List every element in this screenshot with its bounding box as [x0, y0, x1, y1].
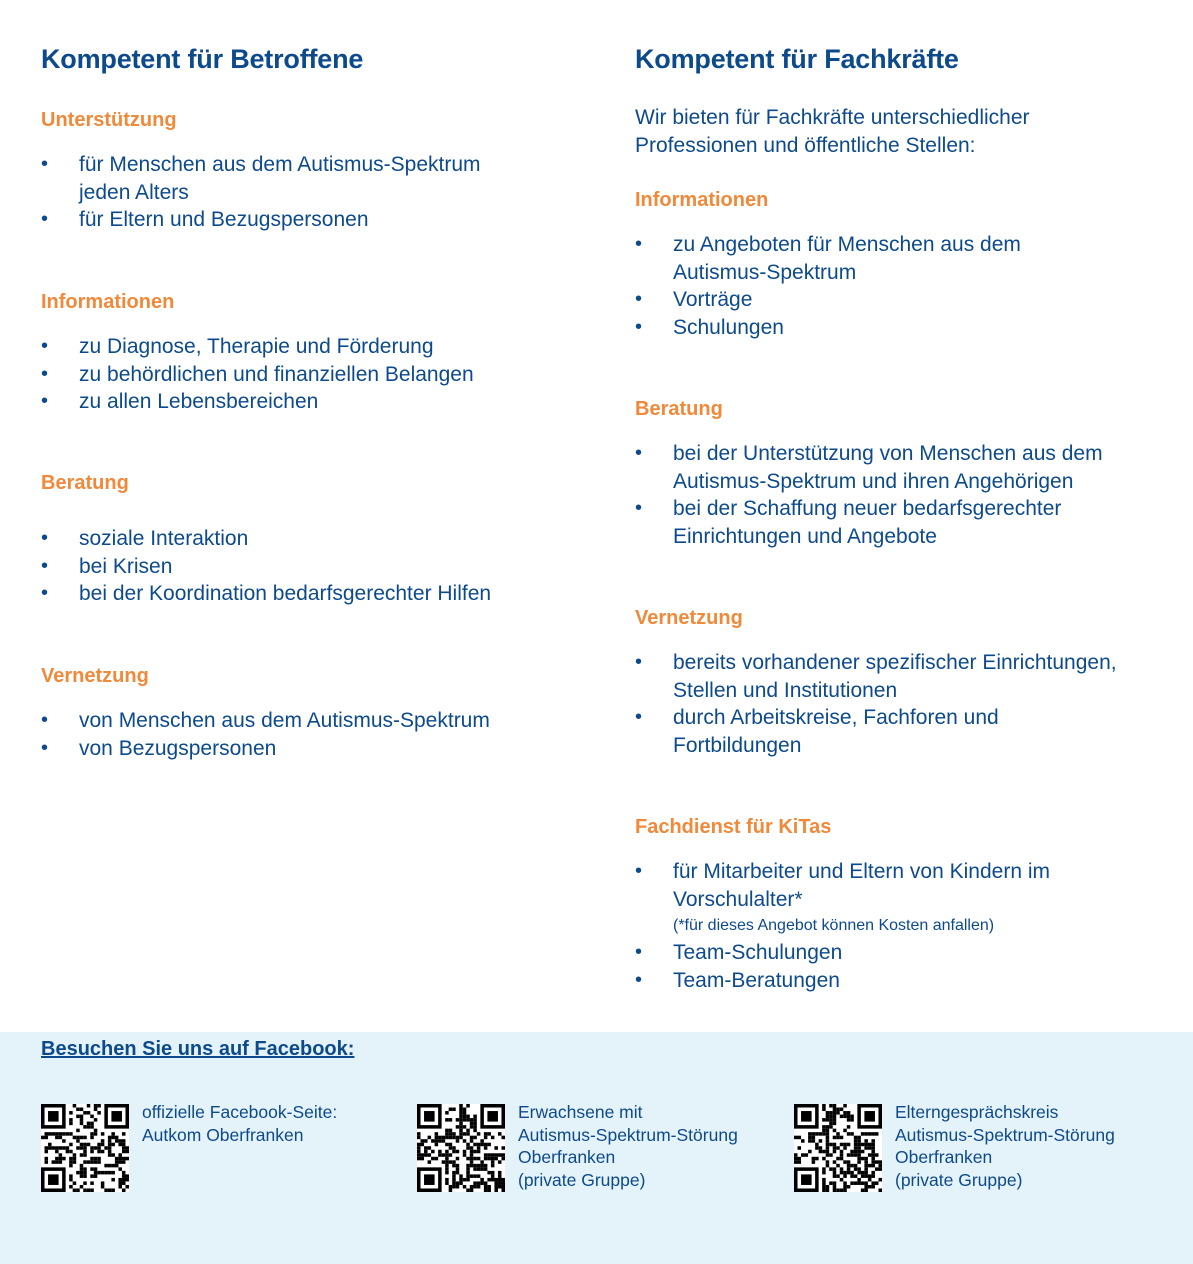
bullet-icon: • — [635, 233, 643, 255]
qr-code-icon[interactable] — [417, 1104, 505, 1192]
list-item: • Schulungen — [635, 314, 1175, 342]
cost-note: (*für dieses Angebot können Kosten anfallen) — [673, 917, 995, 934]
section-unterstuetzung — [41, 108, 581, 234]
list-item: • bei Krisen — [41, 553, 581, 581]
bullet-icon: • — [635, 968, 643, 991]
bullet-icon: • — [635, 706, 643, 728]
facebook-footer — [0, 1032, 1193, 1264]
list-item: • von Bezugspersonen — [41, 735, 581, 763]
bullet-icon: • — [635, 288, 643, 310]
list-item: • Vorträge — [635, 286, 1175, 314]
list-item: • bei der Unterstützung von Menschen aus dem Autismus-Spektrum und ihren Angehörigen — [635, 442, 1103, 493]
bullet-icon: • — [41, 153, 49, 175]
list-item: • zu allen Lebensbereichen — [41, 388, 581, 416]
facebook-item-adults — [417, 1104, 777, 1194]
list-item: • für Mitarbeiter und Eltern von Kindern im Vorschulalter* (*für dieses Angebot können Kosten anfallen) — [635, 858, 1175, 939]
list-item: • soziale Interaktion — [41, 525, 581, 553]
bullet-icon: • — [41, 582, 49, 604]
intro-text: Wir bieten für Fachkräfte unterschiedlicher Professionen und öffentliche Stellen: — [635, 106, 1030, 157]
column-title: Kompetent für Betroffene — [41, 44, 364, 74]
list-item: • zu behördlichen und finanziellen Belangen — [41, 361, 581, 389]
section-heading: Informationen — [41, 291, 175, 313]
list-item: • Team-Schulungen — [635, 939, 1175, 967]
list-item: • bereits vorhandener spezifischer Einrichtungen, Stellen und Institutionen — [635, 651, 1117, 702]
bullet-icon: • — [41, 335, 49, 357]
bullet-icon: • — [41, 554, 49, 577]
bullet-icon: • — [41, 208, 49, 230]
section-heading: Fachdienst für KiTas — [635, 816, 832, 838]
bullet-icon: • — [635, 860, 643, 882]
section-heading: Beratung — [41, 472, 129, 494]
facebook-item-text: offizielle Facebook-Seite: Autkom Oberfranken — [142, 1102, 338, 1145]
list-item: • von Menschen aus dem Autismus-Spektrum — [41, 707, 581, 735]
facebook-link[interactable]: Besuchen Sie uns auf Facebook: — [41, 1038, 355, 1060]
section-heading: Vernetzung — [41, 665, 149, 687]
bullet-icon: • — [41, 736, 49, 759]
bullet-icon: • — [635, 315, 643, 338]
section-vernetzung — [41, 664, 581, 762]
section-heading: Informationen — [635, 189, 769, 211]
facebook-item-text: Erwachsene mit Autismus-Spektrum-Störung Oberfranken (private Gruppe) — [518, 1102, 738, 1190]
facebook-item-parents — [794, 1104, 1154, 1194]
column-title: Kompetent für Fachkräfte — [635, 44, 959, 74]
facebook-item-text: Elterngesprächskreis Autismus-Spektrum-Störung Oberfranken (private Gruppe) — [895, 1102, 1115, 1190]
list-item: • für Eltern und Bezugspersonen — [41, 206, 581, 234]
bullet-icon: • — [41, 709, 49, 731]
list-item: • bei der Koordination bedarfsgerechter Hilfen — [41, 580, 581, 608]
section-beratung — [41, 471, 581, 608]
bullet-icon: • — [41, 362, 49, 385]
section-vernetzung — [635, 606, 1175, 759]
list-item: • zu Diagnose, Therapie und Förderung — [41, 333, 581, 361]
section-heading: Unterstützung — [41, 109, 177, 131]
qr-code-icon[interactable] — [794, 1104, 882, 1192]
list-item: • Team-Beratungen — [635, 967, 1175, 995]
list-item: • für Menschen aus dem Autismus-Spektrum jeden Alters — [41, 153, 481, 204]
section-heading: Beratung — [635, 398, 723, 420]
bullet-icon: • — [635, 442, 643, 464]
list-item: • durch Arbeitskreise, Fachforen und Fortbildungen — [635, 706, 999, 757]
bullet-icon: • — [635, 497, 643, 519]
list-item: • bei der Schaffung neuer bedarfsgerechter Einrichtungen und Angebote — [635, 497, 1062, 548]
section-informationen — [41, 290, 581, 416]
section-informationen — [635, 188, 1175, 341]
qr-code-icon[interactable] — [41, 1104, 129, 1192]
bullet-icon: • — [635, 941, 643, 963]
bullet-icon: • — [41, 390, 49, 412]
facebook-item-official — [41, 1104, 401, 1194]
bullet-icon: • — [41, 527, 49, 549]
list-item: • zu Angeboten für Menschen aus dem Autismus-Spektrum — [635, 233, 1021, 284]
section-fachdienst-kitas — [635, 815, 1175, 994]
section-beratung — [635, 397, 1175, 550]
section-heading: Vernetzung — [635, 607, 743, 629]
bullet-icon: • — [635, 651, 643, 673]
